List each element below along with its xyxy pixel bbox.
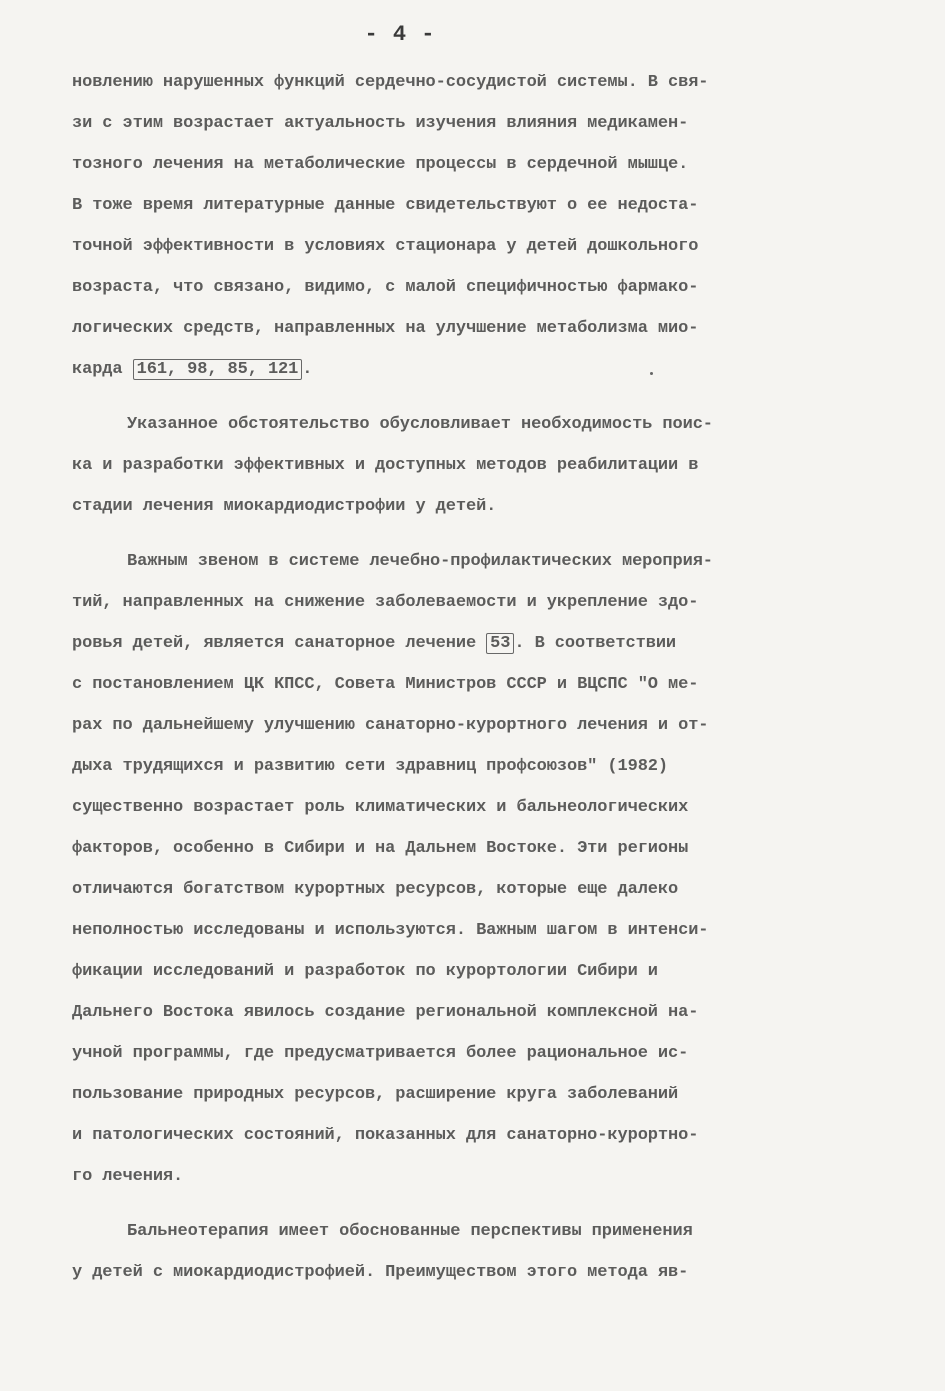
text-line: Указанное обстоятельство обусловливает необходимость поис- — [127, 415, 713, 434]
paragraph-3 — [72, 541, 872, 1197]
text-line: дыха трудящихся и развитию сети здравниц профсоюзов" (1982) — [72, 757, 668, 776]
citation-reference: 161, 98, 85, 121 — [133, 359, 303, 380]
text-line: учной программы, где предусматривается более рациональное ис- — [72, 1044, 689, 1063]
text-line: го лечения. — [72, 1167, 184, 1186]
text-line: пользование природных ресурсов, расширение круга заболеваний — [72, 1085, 679, 1104]
text-fragment: ровья детей, является санаторное лечение — [72, 634, 487, 653]
text-fragment: . — [302, 360, 313, 379]
text-line: отличаются богатством курортных ресурсов, которые еще далеко — [72, 880, 679, 899]
text-line: Бальнеотерапия имеет обоснованные перспективы применения — [127, 1222, 693, 1241]
text-fragment: . В соответствии — [514, 634, 677, 653]
scan-speck — [650, 372, 653, 375]
text-line: точной эффективности в условиях стационара у детей дошкольного — [72, 237, 699, 256]
paragraph-1 — [72, 62, 872, 390]
citation-reference: 53 — [486, 633, 514, 654]
page-number: - 4 - — [364, 22, 436, 47]
text-line: Важным звеном в системе лечебно-профилактических мероприя- — [127, 552, 713, 571]
text-line: В тоже время литературные данные свидетельствуют о ее недоста- — [72, 196, 699, 215]
paragraph-2 — [72, 404, 872, 527]
text-line — [72, 349, 872, 390]
text-line: новлению нарушенных функций сердечно-сосудистой системы. В свя- — [72, 73, 709, 92]
text-line: фикации исследований и разработок по курортологии Сибири и — [72, 962, 658, 981]
text-line: зи с этим возрастает актуальность изучения влияния медикамен- — [72, 114, 689, 133]
document-body — [72, 62, 872, 1293]
text-line: тозного лечения на метаболические процессы в сердечной мышце. — [72, 155, 689, 174]
text-line: ка и разработки эффективных и доступных методов реабилитации в — [72, 456, 699, 475]
text-fragment: карда — [72, 360, 133, 379]
text-line: факторов, особенно в Сибири и на Дальнем Востоке. Эти регионы — [72, 839, 689, 858]
text-line: рах по дальнейшему улучшению санаторно-курортного лечения и от- — [72, 716, 709, 735]
text-line: Дальнего Востока явилось создание региональной комплексной на- — [72, 1003, 699, 1022]
text-line: с постановлением ЦК КПСС, Совета Министров СССР и ВЦСПС "О ме- — [72, 675, 699, 694]
text-line — [72, 623, 872, 664]
text-line: стадии лечения миокардиодистрофии у детей. — [72, 497, 497, 516]
text-line: у детей с миокардиодистрофией. Преимуществом этого метода яв- — [72, 1263, 689, 1282]
text-line: существенно возрастает роль климатических и бальнеологических — [72, 798, 689, 817]
text-line: и патологических состояний, показанных для санаторно-курортно- — [72, 1126, 699, 1145]
text-line: неполностью исследованы и используются. Важным шагом в интенси- — [72, 921, 709, 940]
paragraph-4 — [72, 1211, 872, 1293]
text-line: логических средств, направленных на улучшение метаболизма мио- — [72, 319, 699, 338]
text-line: возраста, что связано, видимо, с малой специфичностью фармако- — [72, 278, 699, 297]
text-line: тий, направленных на снижение заболеваемости и укрепление здо- — [72, 593, 699, 612]
